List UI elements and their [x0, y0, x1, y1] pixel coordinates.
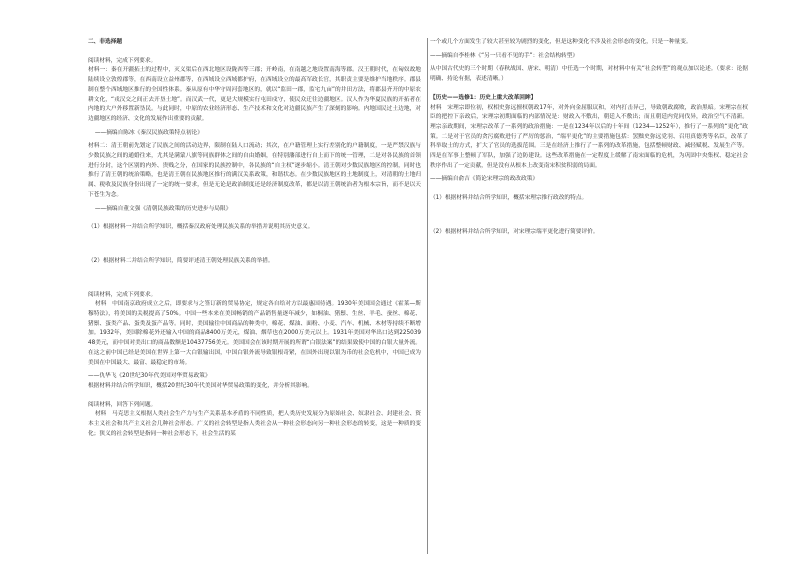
section-heading: 二、非选择题 — [88, 39, 123, 45]
question-prompt: （2）根据材料二并结合所学知识，简要评述清王朝处理民族关系的举措。 — [88, 257, 274, 264]
material-source: ——摘编自李桂林《“另一只看不见的手”：社会结构转型》 — [430, 52, 579, 59]
material-paragraph: 材料 马克思主义根据人类社会生产力与生产关系基本矛盾的不同性质，把人类历史发展分为原始社会、奴隶社会、封建社会、资本主义社会和共产主义社会几种社会形态。广义的社会转型是指人类社会从一种社会形态向另一种社会形态的转变，这是一种质的变化；狭义的社会转型是指同一种社会形态下，社会生活的某 — [88, 411, 421, 437]
question-prompt: （1）根据材料并结合所学知识，概括宋理宗推行政改的特点。 — [430, 195, 588, 202]
question-intro: 阅读材料，完成下列要求。 — [88, 57, 157, 64]
material-source: ——摘编自俞吉《简论宋理宗的政改政策》 — [430, 176, 539, 183]
material-source: ——摘编自董文强《清朝民族政策的历史进步与局限》 — [94, 205, 232, 212]
question-intro: 阅读材料，完成下列要求。 — [88, 291, 157, 298]
material-source: ——仇华飞《20世纪30年代美国对华贸易政策》 — [88, 373, 211, 380]
question-prompt: （2）根据材料并结合所学知识，对宋理宗端平更化进行简要评价。 — [430, 228, 599, 235]
material-paragraph: 材料 中国南京政府成立之后，即要求与之签订新的贸易协定，规定各自给对方以最惠国待遇。1930年美国国会通过《霍莱—斯穆特法》，将美国的关税提高了50%。中国一些本来在美国畅销的产品销售量逐年减少，如桐油、猪鬃、生丝、羊毛、蚕丝、棉花、猪鬃、蛋类产品、蛋类及蛋产品等。同时，美国输往中国商品的种类中，棉花、煤油、面粉、小麦、汽车、机械、木材等持续不断增加。1932年，美国除棉花外还输入中国的商品8400万美元，煤油、烟草也在2000万美元以上。1931年美国对华出口达到22503948美元，而中国对美出口的商品数额是10437756美元。美国国会在该时期开展的所谓“白银法案”的结果致使中国的白银大量外流。在这之前中国已经是美国在世界上第一大白银输出国，中国白银外流导致银根奇紧，在国外出现以银为币的社会危机中，中国已成为美国在中国最大、最富、最稳定的市场。 — [88, 301, 421, 366]
left-column — [88, 0, 421, 440]
elective-heading: 【历史——选修1：历史上重大改革回眸】 — [430, 94, 537, 101]
material-paragraph: 材料二：清王朝前先划定了民族之间的活动边界，限制在陆人口流动；其次，在户籍管理上实行差别化的户籍制度，一是严禁汉族与少数民族之间的通婚往来，尤其是满蒙八旗等同族群体之间的自由婚姻，在特别藩部进行自上而下的统一管理，二是对各民族的首领进行分封，这个区别的内外、贵贱之分，在国家的民族控制中，各民族的“自主权”逐步缩小。清王朝对少数民族地区的控制，同时也推行了清王朝的统治策略，也是清王朝在民族地区推行的满汉关系政策，和谐状态。在少数民族地区的土地制度上，对清朝的土地归属、税收及民族身份出现了一定的统一要求，但是无论是政治制度还是经济制度改革，都是以清王朝统治者为根本宗旨，而不是以天下苍生为念。 — [88, 143, 421, 198]
right-column — [430, 0, 748, 238]
material-source: ——摘编自陈冰《秦汉民族政策特点初论》 — [94, 129, 203, 136]
question-intro: 阅读材料，回答下列问题。 — [88, 401, 157, 408]
column-divider — [427, 38, 428, 554]
material-paragraph: 材料 宋理宗即位初，权相史弥远擅权朝政17年，对外向金屈服议和，对内打击异己，导致朝政腐败，政治黑暗。宋理宗在权臣的把控下亲政后，宋理宗初期面临的内部情况是：财政入不敷出，朝廷入不敷出；而且朝廷内党同伐异，政治空气不清新。理宗亲政期间，宋理宗改革了一系列的政治措施：一是在1234年以后的十年间（1234—1252年），推行了一系列的“更化”政策。二是对于官员的贪污腐败进行了严厉的惩治，“端平更化”的主要措施包括：罢黜史弥远党羽、召用真德秀等名臣，改革了科举取士的方式，扩大了官员的选拔范围。三是在经济上推行了一系列的改革措施，包括整顿财政、减轻赋税、发展生产等。四是在军事上整顿了军队，加强了边防建设。这些改革措施在一定程度上缓解了南宋面临的危机，为巩固中央集权、稳定社会秩序作出了一定贡献，但是没有从根本上改变南宋积贫积弱的局面。 — [430, 104, 748, 169]
question-prompt: 从中国古代史的三个时期（春秋战国、唐宋、明清）中任选一个时期，对材料中有关“社会转型”的观点加以论述。（要求：论据明确、持论有据，表述清晰。） — [430, 66, 748, 83]
material-paragraph: 一个或几个方面发生了较大甚至较为剧烈的变化，但是这种变化不涉及社会形态的变化，只是一种量变。 — [430, 39, 692, 45]
material-paragraph: 材料一：秦在开疆拓土的过程中，灭义渠后在西北地区设陇西等三郡；开岭南，在南越之地设置南海等郡。汉王朝时代，在匈奴故地陆续设立敦煌郡等，在西南设立益州郡等，在西域设立西域都护府，在西域设立的最高军政长官，其职责主要是维护当地秩序。郡县制在整个西域地区推行的全国性体系。秦从原有中华守周河套地区的，就以“监田一郡，监宅九亩”的井田方法，将郡县齐开的中原农耕文化，“戎汉交之间正去开垦土地”。而汉武一代，更是大规模实行屯田戍守，使民众迁往边疆地区。汉人作为华夏民族的开拓者在内地的大户外移置新垦民。与此同时，中原的农业经济形态、生产技术和文化对边疆民族产生了深刻的影响。内地国民过土边地，对边疆地区的经济、文化的发展作出重要的贡献。 — [88, 67, 421, 122]
question-prompt: 根据材料并结合所学知识，概括20世纪30年代美国对华贸易政策的变化，并分析其影响。 — [88, 382, 313, 389]
question-prompt: （1）根据材料一并结合所学知识，概括秦汉政府处理民族关系的举措并说明其历史意义。 — [88, 224, 314, 231]
